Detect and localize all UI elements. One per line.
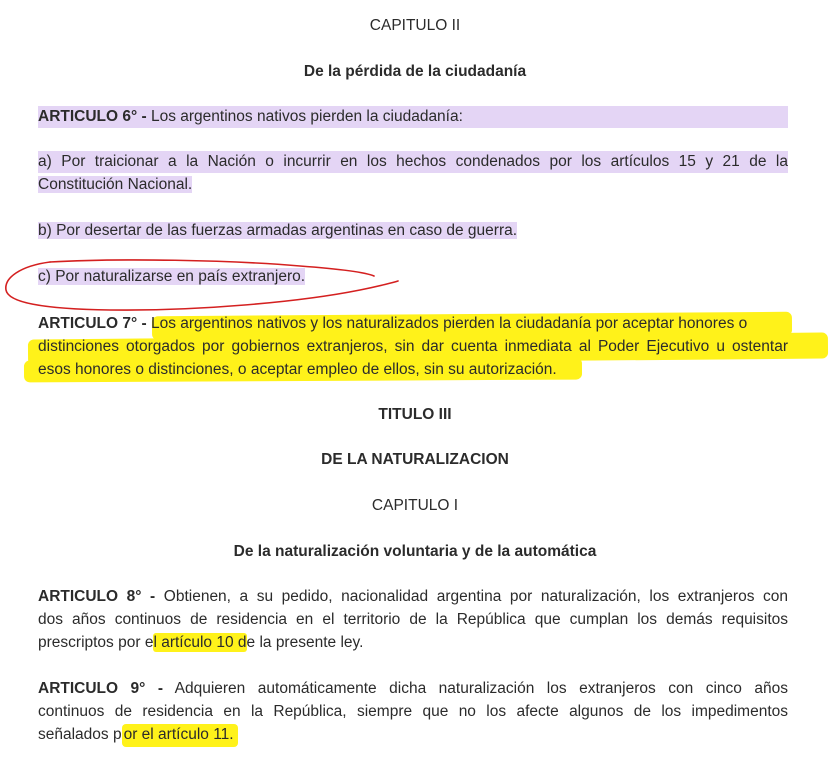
article-6-item-b [38, 220, 517, 242]
article-9-line1 [38, 678, 788, 700]
item-text: b) Por desertar de las fuerzas armadas argentinas en caso de guerra. [38, 222, 518, 239]
article-8-line3 [38, 632, 363, 654]
article-label: ARTICULO 6° - [38, 108, 147, 125]
article-label: ARTICULO 8° - [38, 588, 156, 605]
article-7-line3: esos honores o distinciones, o aceptar empleo de ellos, sin su autorización. [38, 361, 557, 378]
article-8-line2: dos años continuos de residencia en el territorio de la República que cumplan los demás requisitos [38, 611, 788, 628]
article-7-line2: distinciones otorgados por gobiernos extranjeros, sin dar cuenta inmediata al Poder Ejecutivo u ostentar [38, 338, 788, 355]
chapter-heading: CAPITULO II [369, 17, 461, 34]
article-text: e la presente ley. [246, 634, 364, 651]
chapter-heading: CAPITULO I [371, 497, 459, 514]
item-text: Constitución Nacional. [38, 176, 193, 193]
article-7-line1 [38, 313, 747, 335]
chapter-title: De la naturalización voluntaria y de la automática [233, 543, 597, 560]
title-heading: TITULO III [378, 406, 452, 423]
article-6-heading [38, 106, 788, 128]
title-name: DE LA NATURALIZACION [321, 451, 509, 468]
article-text: señalados p [38, 726, 122, 743]
highlighted-reference: or el artículo 11. [122, 724, 238, 747]
article-text: Los argentinos nativos y los naturalizados pierden la ciudadanía por aceptar honores o [146, 315, 748, 332]
item-text: c) Por naturalizarse en país extranjero. [38, 268, 306, 285]
article-text: Adquieren automáticamente dicha naturalización los extranjeros con cinco años [163, 680, 788, 697]
article-6-item-c [38, 266, 305, 288]
article-label: ARTICULO 7° - [38, 315, 147, 332]
article-text: prescriptos por e [38, 634, 154, 651]
article-text: Los argentinos nativos pierden la ciudadanía: [146, 108, 463, 125]
article-label: ARTICULO 9° - [38, 680, 164, 697]
article-8-line1 [38, 586, 788, 608]
article-6-item-a-line1: a) Por traicionar a la Nación o incurrir en los hechos condenados por los artículos 15 y 21 de la [38, 151, 788, 173]
article-9-line2: continuos de residencia en la República, siempre que no los afecte algunos de los impedimentos [38, 703, 788, 720]
article-text: Obtienen, a su pedido, nacionalidad argentina por naturalización, los extranjeros con [155, 588, 789, 605]
chapter-title: De la pérdida de la ciudadanía [303, 63, 527, 80]
article-6-item-a-line2 [38, 174, 192, 196]
article-9-line3 [38, 724, 238, 746]
highlighted-reference: l artículo 10 d [153, 634, 247, 651]
